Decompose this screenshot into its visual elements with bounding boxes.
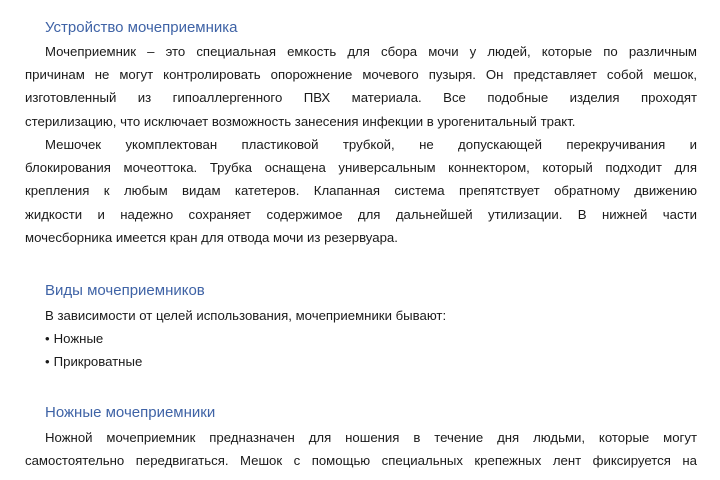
paragraph-device-components — [25, 133, 697, 249]
paragraph-device-definition — [25, 40, 697, 133]
types-bullet-list — [45, 327, 142, 373]
section-heading-device: Устройство мочеприемника — [45, 19, 238, 36]
paragraph-line: жидкости и надежно сохраняет содержимое для дальнейшей утилизации. В нижней части — [25, 206, 697, 222]
list-item — [45, 327, 142, 350]
paragraph-line: мочесборника имеется кран для отвода мочи из резервуара. — [25, 229, 398, 245]
paragraph-line: изготовленный из гипоаллергенного ПВХ материала. Все подобные изделия проходят — [25, 90, 697, 106]
list-item — [45, 350, 142, 373]
section-heading-leg-bags: Ножные мочеприемники — [45, 404, 216, 421]
paragraph-line: Мешочек укомплектован пластиковой трубкой, не допускающей перекручивания и — [45, 137, 697, 152]
paragraph-line: крепления к любым видам катетеров. Клапанная система препятствует обратному движению — [25, 183, 697, 199]
paragraph-leg-bags — [25, 426, 697, 472]
paragraph-line: блокирования мочеоттока. Трубка оснащена универсальным коннектором, который подходит для — [25, 160, 697, 176]
list-item-label: Прикроватные — [53, 354, 143, 369]
paragraph-line: самостоятельно передвигаться. Мешок с помощью специальных крепежных лент фиксируется на — [25, 453, 697, 469]
paragraph-line: Мочеприемник – это специальная емкость для сбора мочи у людей, которые по различным — [45, 44, 697, 59]
bullet-icon: • — [45, 354, 50, 369]
paragraph-line: причинам не могут контролировать опорожнение мочевого пузыря. Он представляет собой мешок, — [25, 67, 697, 83]
paragraph-line: Ножной мочеприемник предназначен для ношения в течение дня людьми, которые могут — [45, 430, 697, 445]
bullet-icon: • — [45, 331, 50, 346]
section-heading-types: Виды мочеприемников — [45, 282, 205, 299]
types-intro-text: В зависимости от целей использования, мочеприемники бывают: — [45, 308, 447, 323]
paragraph-line: стерилизацию, что исключает возможность занесения инфекции в урогенитальный тракт. — [25, 113, 576, 129]
list-item-label: Ножные — [53, 331, 104, 346]
